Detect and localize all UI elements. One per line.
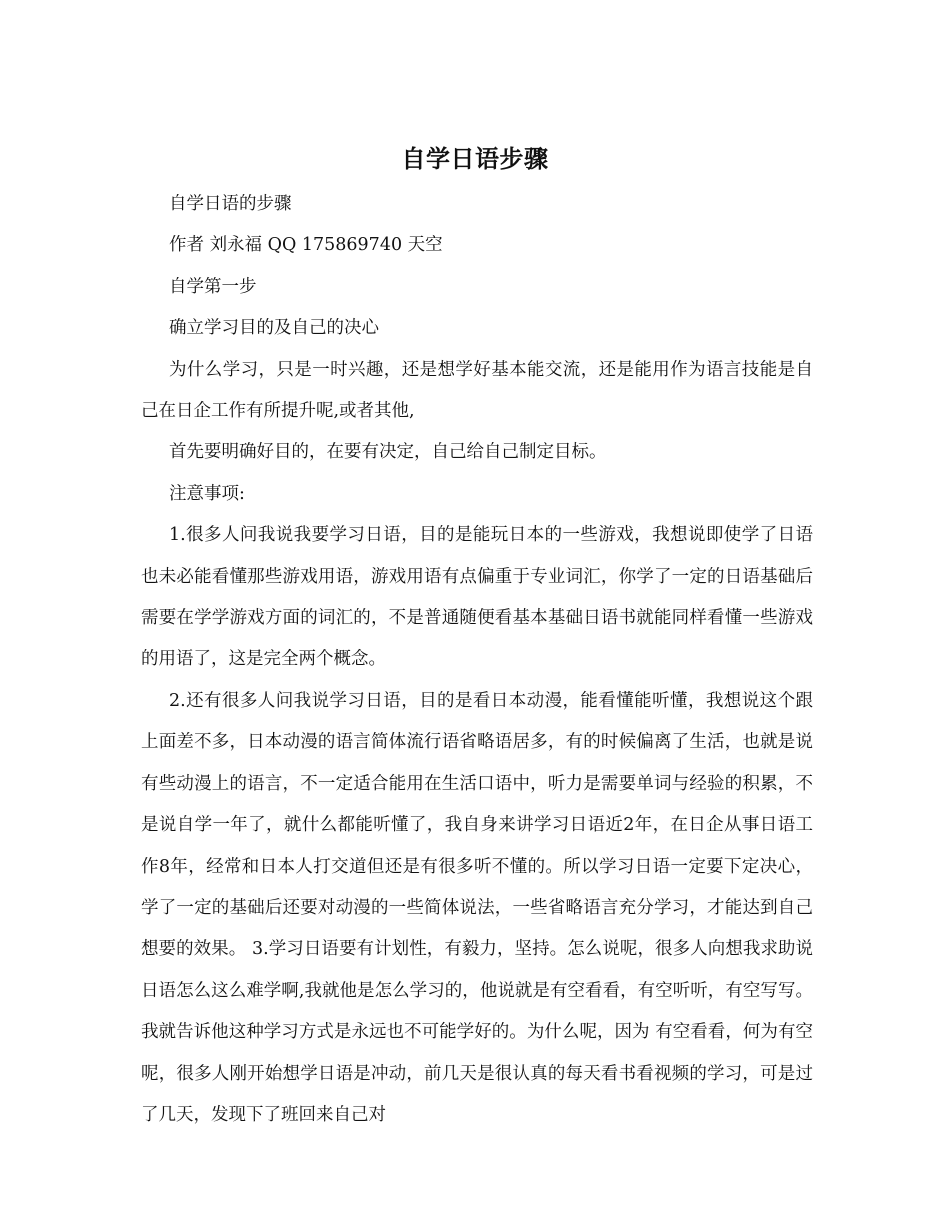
note-item-paragraph: 1.很多人问我说我要学习日语，目的是能玩日本的一些游戏，我想说即使学了日语也未必能看懂那些游戏用语，游戏用语有点偏重于专业词汇，你学了一定的日语基础后 需要在学学游戏方面的词汇的，不是普通随便看基本基础日语书就能同样看懂一些游戏的用语了，这是完全两个概念。: [141, 525, 813, 670]
notes-heading-paragraph: 注意事项:: [169, 483, 245, 504]
document-title: 自学日语步骤: [401, 144, 549, 173]
document-body: [141, 184, 813, 1136]
author-paragraph: 作者 刘永福 QQ 175869740 天空: [169, 235, 443, 256]
subtitle-paragraph: 自学日语的步骤: [169, 194, 292, 214]
body-paragraph: 首先要明确好目的，在要有决定，自己给自己制定目标。: [169, 442, 607, 463]
step-heading-paragraph: 自学第一步: [169, 276, 257, 297]
body-paragraph: 为什么学习，只是一时兴趣，还是想学好基本能交流，还是能用作为语言技能是自己在日企工作有所提升呢,或者其他,: [141, 359, 813, 422]
note-item-paragraph: 2.还有很多人问我说学习日语，目的是看日本动漫，能看懂能听懂，我想说这个跟上面差不多，日本动漫的语言简体流行语省略语居多，有的时候偏离了生活，也就是说有些动漫上的语言，不一定适合能用在生活口语中，听力是需要单词与经验的积累，不是说自学一年了，就什么都能听懂了，我自身来讲学习日语近2年，在日企从事日语工作8年，经常和日本人打交道但还是有很多听不懂的。所以学习日语一定要下定决心，学了一定的基础后还要对动漫的一些简体说法，一些省略语言充分学习，才能达到自己想要的效果。 3.学习日语要有计划性，有毅力，坚持。怎么说呢，很多人向想我求助说日语怎么这么难学啊,我就他是怎么学习的，他说就是有空看看，有空听听，有空写写。我就告诉他这种学习方式是永远也不可能学好的。为什么呢，因为 有空看看，何为有空呢，很多人刚开始想学日语是冲动，前几天是很认真的每天看书看视频的学习，可是过了几天，发现下了班回来自己对: [141, 690, 813, 1125]
step-topic-paragraph: 确立学习目的及自己的决心: [169, 318, 379, 339]
